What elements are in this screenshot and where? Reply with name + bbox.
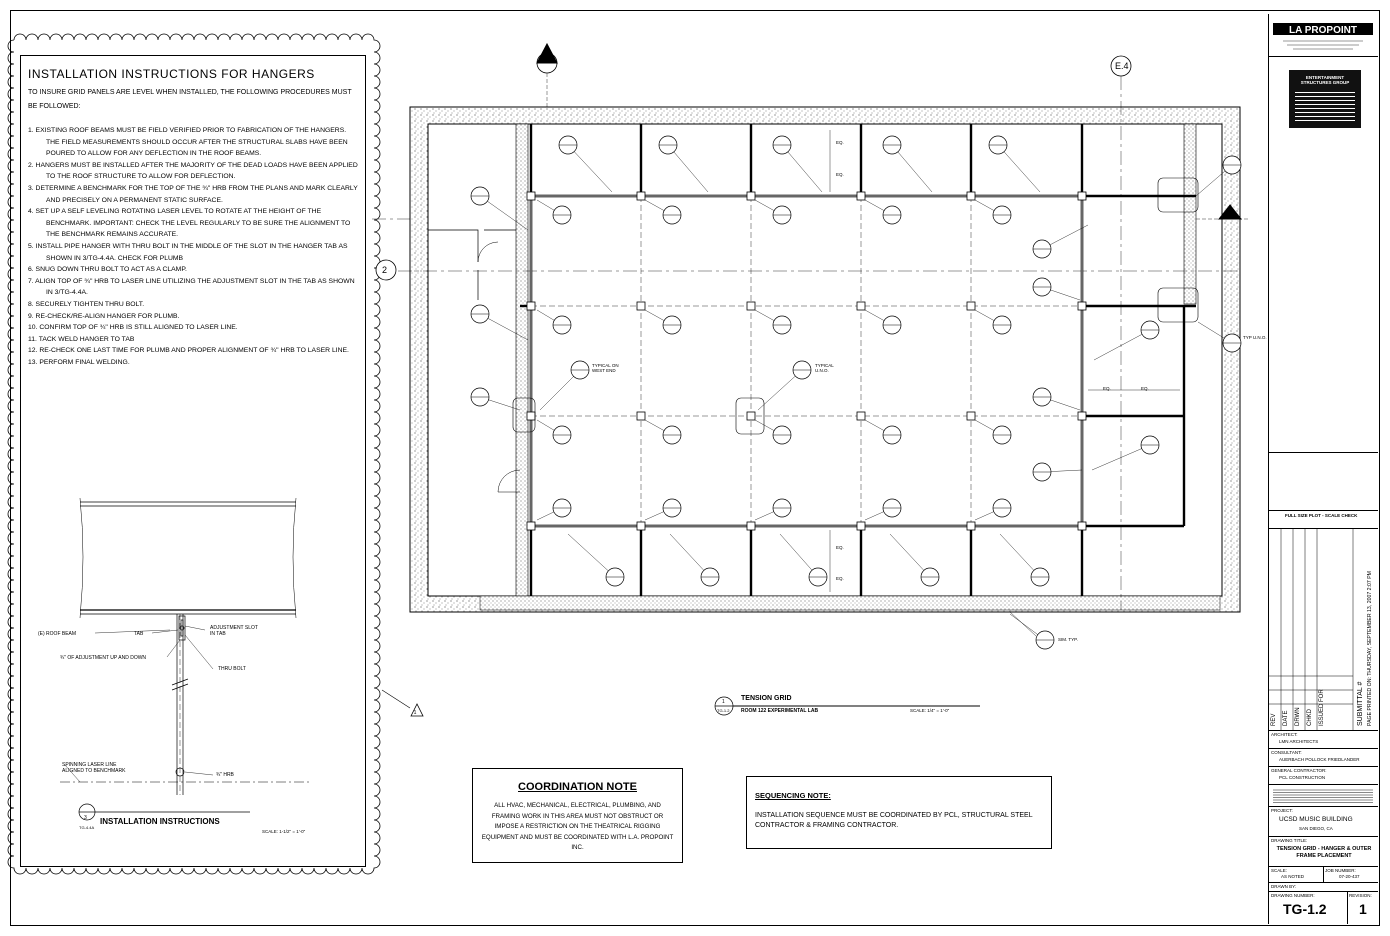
consultant: AUERBACH POLLOCK FRIEDLANDER	[1279, 757, 1360, 762]
rev-header-rev: REV	[1271, 713, 1277, 726]
detail-callout	[537, 420, 571, 444]
contractor: PCL CONSTRUCTION	[1279, 775, 1326, 780]
step-item: 13. PERFORM FINAL WELDING.	[28, 358, 130, 366]
coordination-title: COORDINATION NOTE	[518, 781, 637, 793]
detail-callout	[890, 534, 939, 586]
detail-callout	[670, 534, 719, 586]
detail-callout	[865, 499, 901, 520]
dim-eq-right-1: EQ.	[1103, 386, 1111, 391]
dim-eq-bot-1: EQ.	[836, 545, 844, 550]
rev-header-drwn: DRWN	[1295, 707, 1301, 726]
hanger-square	[967, 192, 975, 200]
step-item: 8. SECURELY TIGHTEN THRU BOLT.	[28, 300, 145, 308]
svg-text:LA PROPOINT: LA PROPOINT	[1289, 25, 1357, 36]
revision-label: REVISION:	[1349, 893, 1372, 898]
detail-callout	[645, 420, 681, 444]
hanger-square	[857, 522, 865, 530]
grid-label-e4: E.4	[1115, 61, 1129, 71]
detail-callout	[755, 310, 791, 334]
step-item: 11. TACK WELD HANGER TO TAB	[28, 335, 135, 343]
step-item: 3. DETERMINE A BENCHMARK FOR THE TOP OF THE ¾" HRB FROM THE PLANS AND MARK CLEARLY AND PRECISELY ON A PERMANENT STATIC SURFACE.	[28, 184, 358, 204]
hanger-square	[747, 192, 755, 200]
caption-sheet: TG-4.4A	[79, 825, 95, 830]
detail-callout	[975, 310, 1011, 334]
detail-callout	[989, 136, 1040, 192]
rev-header-date: DATE	[1283, 710, 1289, 726]
detail-callout	[568, 534, 624, 586]
detail-callout	[537, 200, 571, 224]
architect-label: ARCHITECT:	[1271, 732, 1298, 737]
hanger-square	[857, 412, 865, 420]
step-item: 12. RE-CHECK ONE LAST TIME FOR PLUMB AND PROPER ALIGNMENT OF ¾" HRB TO LASER LINE.	[28, 347, 349, 355]
detail-callout	[1010, 614, 1054, 649]
hanger-square	[857, 192, 865, 200]
sequencing-body: INSTALLATION SEQUENCE MUST BE COORDINATED BY PCL, STRUCTURAL STEEL CONTRACTOR & FRAMING CONTRACTOR.	[755, 812, 1033, 829]
detail-callout	[975, 499, 1011, 520]
detail-scale: SCALE: 1-1/2" = 1'-0"	[262, 829, 306, 834]
drawn-label: DRAWN BY:	[1271, 884, 1297, 889]
project-city: SAN DIEGO, CA	[1299, 826, 1333, 831]
plan-subtitle: ROOM 122 EXPERIMENTAL LAB	[741, 708, 819, 714]
hanger-square	[1078, 302, 1086, 310]
project-label: PROJECT:	[1271, 808, 1293, 813]
label-thru-bolt: THRU BOLT	[218, 666, 246, 672]
detail-callout	[1094, 321, 1159, 360]
hanger-square	[637, 412, 645, 420]
detail-callout	[1092, 436, 1159, 470]
plan-title-number: 1	[722, 699, 725, 705]
note-typical-und: TYPICAL U.N.O.	[815, 363, 834, 373]
detail-callout	[755, 499, 791, 520]
hanger-square	[857, 302, 865, 310]
section-marker-icon	[537, 44, 557, 107]
hanger-square	[637, 522, 645, 530]
label-roof-beam: (E) ROOF BEAM	[38, 631, 77, 637]
step-item: 1. EXISTING ROOF BEAMS MUST BE FIELD VERIFIED PRIOR TO FABRICATION OF THE HANGERS. THE FIELD MEASUREMENTS SHOULD OCCUR AFTER THE STRUCTURAL SLABS HAVE BEEN POURED TO ALLOW FOR ANY DEFLECTION IN THE ROOF BEAMS.	[28, 127, 348, 158]
hanger-square	[637, 192, 645, 200]
detail-callout	[537, 499, 571, 520]
hanger-square	[967, 412, 975, 420]
step-item: 6. SNUG DOWN THRU BOLT TO ACT AS A CLAMP.	[28, 266, 187, 274]
title-block	[1268, 14, 1378, 924]
detail-callout	[883, 136, 932, 192]
label-adjustment-slot: ADJUSTMENT SLOT IN TAB	[210, 625, 258, 637]
hanger-square	[747, 302, 755, 310]
plan-title: TENSION GRID	[741, 695, 792, 702]
plan-scale: SCALE: 1/4" = 1'-0"	[910, 708, 950, 713]
coordination-body: ALL HVAC, MECHANICAL, ELECTRICAL, PLUMBING, AND FRAMING WORK IN THIS AREA MUST NOT OBSTRUCT OR IMPOSE A RESTRICTION ON THE THEATRICAL RIGGING EQUIPMENT AND MUST BE COORDINATED WITH L.A. PROPOINT INC.	[481, 802, 674, 851]
label-hrb: ¾" HRB	[216, 772, 234, 778]
detail-callout	[865, 200, 901, 224]
scale-check: FULL SIZE PLOT - SCALE CHECK	[1285, 513, 1358, 518]
step-item: 9. RE-CHECK/RE-ALIGN HANGER FOR PLUMB.	[28, 312, 180, 320]
dim-eq-bot-2: EQ.	[836, 576, 844, 581]
detail-callout	[780, 534, 827, 586]
detail-callout	[755, 200, 791, 224]
step-item: 7. ALIGN TOP OF ¾" HRB TO LASER LINE UTILIZING THE ADJUSTMENT SLOT IN THE TAB AS SHOWN IN 3/TG-4.4A.	[28, 277, 355, 297]
detail-callout	[540, 361, 589, 410]
label-tab: TAB	[134, 631, 144, 637]
consultant-label: CONSULTANT:	[1271, 750, 1302, 755]
detail-callout	[865, 310, 901, 334]
detail-callout	[865, 420, 901, 444]
hanger-square	[967, 522, 975, 530]
revision: 1	[1359, 901, 1367, 917]
scale-value: AS NOTED	[1281, 874, 1305, 879]
entertainment-seal: ENTERTAINMENT STRUCTURES GROUP	[1289, 70, 1361, 128]
label-laser-line: SPINNING LASER LINE ALIGNED TO BENCHMARK	[62, 762, 126, 774]
detail-callout	[755, 420, 791, 444]
sequencing-title: SEQUENCING NOTE:	[755, 791, 831, 800]
detail-callout	[659, 136, 708, 192]
hanger-square	[1078, 412, 1086, 420]
detail-callout	[645, 499, 681, 520]
drawing-number: TG-1.2	[1283, 901, 1327, 917]
scale-label: SCALE:	[1271, 868, 1288, 873]
detail-callout	[1033, 388, 1080, 410]
dim-eq-top-2: EQ.	[836, 172, 844, 177]
detail-callout	[975, 200, 1011, 224]
note-typ-uno: TYP U.N.O.	[1243, 335, 1267, 340]
rev-header-issued: ISSUED FOR	[1319, 689, 1325, 726]
hanger-square	[527, 522, 535, 530]
contractor-label: GENERAL CONTRACTOR:	[1271, 768, 1327, 773]
svg-text:1: 1	[413, 710, 417, 716]
architect: LMN ARCHITECTS	[1279, 739, 1319, 744]
detail-callout	[1033, 225, 1088, 258]
detail-callout	[1000, 534, 1049, 586]
drawing-number-label: DRAWING NUMBER:	[1271, 893, 1315, 898]
instructions-title: INSTALLATION INSTRUCTIONS FOR HANGERS	[28, 67, 315, 81]
hanger-square	[747, 522, 755, 530]
page-printed: PAGE PRINTED ON: THURSDAY, SEPTEMBER 13, 2007 2:07 PM	[1367, 570, 1373, 726]
grid-label-2: 2	[382, 265, 388, 275]
job-value: 07-20-437	[1339, 874, 1360, 879]
step-item: 10. CONFIRM TOP OF ¾" HRB IS STILL ALIGNED TO LASER LINE.	[28, 324, 238, 332]
installation-caption: INSTALLATION INSTRUCTIONS	[100, 817, 220, 826]
note-sim-typ: SIM. TYP.	[1058, 637, 1078, 642]
detail-callout	[559, 136, 612, 192]
submittal-number: SUBMITTAL #	[1357, 681, 1364, 726]
detail-callout	[645, 310, 681, 334]
step-item: 2. HANGERS MUST BE INSTALLED AFTER THE MAJORITY OF THE DEAD LOADS HAVE BEEN APPLIED TO THE ROOF STRUCTURE TO ALLOW FOR DEFLECTION.	[28, 161, 358, 181]
step-item: 4. SET UP A SELF LEVELING ROTATING LASER LEVEL TO ROTATE AT THE HEIGHT OF THE BENCHMARK. IMPORTANT: CHECK THE LEVEL REGULARLY TO BE SURE THE ALIGNMENT TO THE BENCHMARK REMAINS ACCURATE.	[28, 208, 351, 239]
detail-callout	[645, 200, 681, 224]
propoint-logo	[1273, 17, 1375, 55]
instructions-subtitle: TO INSURE GRID PANELS ARE LEVEL WHEN INSTALLED, THE FOLLOWING PROCEDURES MUST BE FOLLOWED:	[28, 89, 352, 110]
detail-callout	[758, 361, 811, 410]
detail-callout	[975, 420, 1011, 444]
hanger-square	[1078, 192, 1086, 200]
rev-header-chkd: CHKD	[1307, 708, 1313, 726]
drawing-title-label: DRAWING TITLE:	[1271, 838, 1308, 843]
caption-number: 3	[84, 815, 87, 821]
detail-callout	[537, 310, 571, 334]
hanger-square	[967, 302, 975, 310]
plan-title-sheet: TG-1.2	[717, 708, 730, 713]
hanger-square	[527, 302, 535, 310]
detail-callout	[471, 388, 520, 410]
detail-callout	[1033, 278, 1080, 300]
project: UCSD MUSIC BUILDING	[1279, 816, 1353, 823]
drawing-title: TENSION GRID - HANGER & OUTER FRAME PLACEMENT	[1276, 846, 1372, 859]
detail-callout	[1033, 463, 1082, 481]
hanger-square	[527, 192, 535, 200]
hanger-square	[637, 302, 645, 310]
job-label: JOB NUMBER:	[1325, 868, 1356, 873]
step-item: 5. INSTALL PIPE HANGER WITH THRU BOLT IN THE MIDDLE OF THE SLOT IN THE HANGER TAB AS SHOWN IN 3/TG-4.4A. CHECK FOR PLUMB	[28, 242, 348, 262]
hanger-square	[747, 412, 755, 420]
dim-eq-right-2: EQ.	[1141, 386, 1149, 391]
fine-print	[1273, 788, 1373, 804]
hanger-square	[527, 412, 535, 420]
hanger-square	[1078, 522, 1086, 530]
note-typical-west: TYPICAL ON WEST END	[592, 363, 619, 373]
dim-eq-top-1: EQ.	[836, 140, 844, 145]
sequencing-note-box	[746, 776, 1052, 849]
coordination-note-box	[472, 768, 683, 863]
detail-callout	[773, 136, 822, 192]
label-adjustment: ¾" OF ADJUSTMENT UP AND DOWN	[60, 655, 147, 661]
